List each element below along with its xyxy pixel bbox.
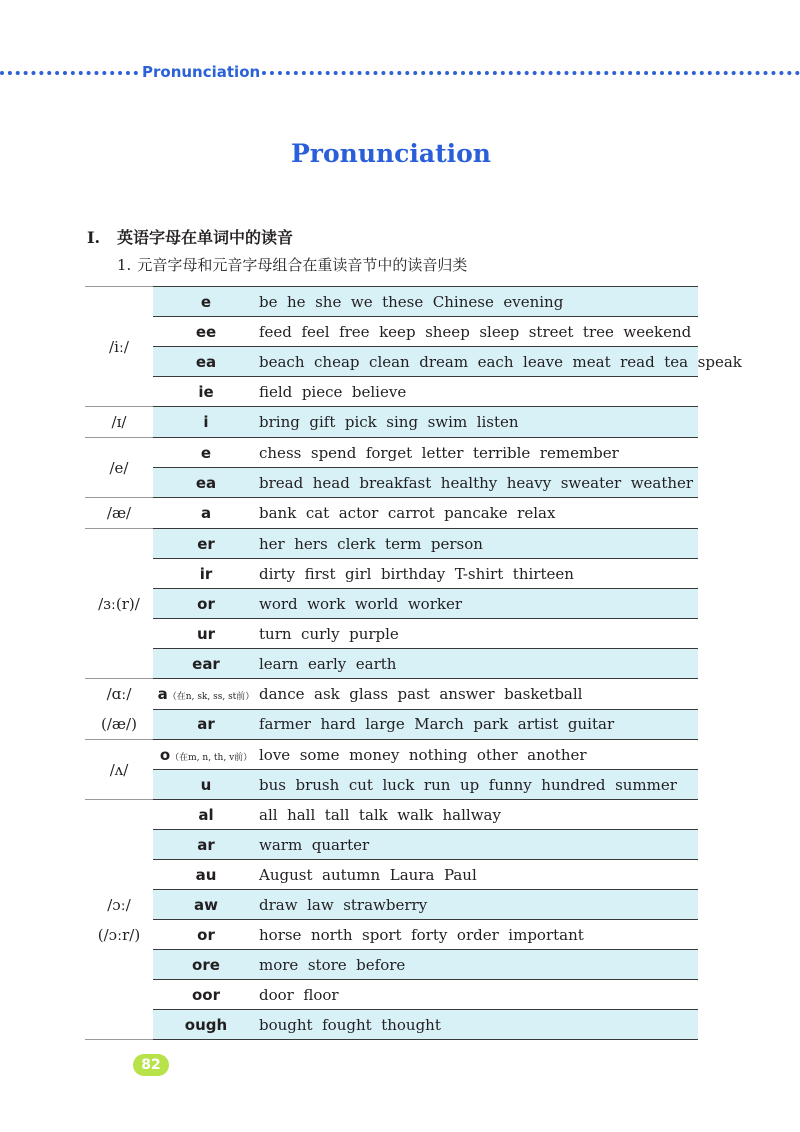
letter-combination-cell: [153, 860, 259, 890]
phonetic-symbol-cell: [85, 740, 153, 800]
phonetic-symbol: /ɪ/: [111, 413, 127, 431]
letter-combination-cell: [153, 950, 259, 980]
letter-combination-cell: [153, 377, 259, 407]
letter-condition-note: （在m, n, th, v前）: [170, 752, 253, 763]
table-row: [85, 559, 698, 589]
phonetic-symbol-cell: [85, 679, 153, 740]
example-words: door floor: [259, 980, 698, 1010]
letter-combination: e: [200, 292, 212, 311]
letter-combination: o: [159, 745, 171, 764]
phonetic-symbol: /ʌ/: [109, 760, 129, 779]
header-label: Pronunciation: [142, 63, 261, 81]
letter-combination: au: [195, 865, 217, 884]
section-heading: [87, 225, 293, 248]
table-row: [85, 740, 698, 770]
phonetic-symbol: (/ɔːr/): [97, 925, 141, 944]
example-words: bread head breakfast healthy heavy sweater weather: [259, 468, 698, 498]
phonetic-symbol-cell: [85, 287, 153, 407]
letter-combination-cell: [153, 980, 259, 1010]
table-row: [85, 1010, 698, 1040]
phonetic-symbol: /iː/: [109, 337, 129, 356]
letter-combination: oor: [191, 985, 220, 1004]
subsection-heading: [117, 254, 467, 275]
letter-combination: ee: [195, 322, 217, 341]
letter-combination-cell: [153, 529, 259, 559]
phonetic-symbol-cell: [85, 529, 153, 679]
subsection-number: 1.: [117, 256, 132, 274]
table-row: [85, 407, 698, 438]
section-label: 英语字母在单词中的读音: [117, 228, 294, 247]
table-row: [85, 830, 698, 860]
letter-combination: i: [203, 413, 209, 431]
phonetic-symbol: /ɑː/: [106, 685, 132, 703]
subsection-label: 元音字母和元音字母组合在重读音节中的读音归类: [137, 256, 468, 274]
phonetic-symbol: /æ/: [106, 504, 132, 522]
example-words: bring gift pick sing swim listen: [259, 407, 698, 438]
table-row: [85, 800, 698, 830]
letter-combination: al: [198, 805, 214, 824]
header-dots-left: [0, 71, 138, 75]
example-words: feed feel free keep sheep sleep street tree weekend: [259, 317, 698, 347]
letter-combination-cell: [153, 649, 259, 679]
letter-combination-cell: [153, 740, 259, 770]
letter-combination-cell: [153, 407, 259, 438]
letter-combination-cell: [153, 800, 259, 830]
table-row: [85, 529, 698, 559]
table-row: [85, 498, 698, 529]
table-row: [85, 438, 698, 468]
phonetic-symbol-cell: [85, 438, 153, 498]
example-words: her hers clerk term person: [259, 529, 698, 559]
table-row: [85, 619, 698, 649]
letter-combination: a: [200, 504, 212, 522]
letter-combination: ir: [199, 564, 213, 583]
letter-combination: a: [157, 684, 168, 703]
letter-combination-cell: [153, 287, 259, 317]
example-words: word work world worker: [259, 589, 698, 619]
table-row: [85, 920, 698, 950]
example-words: bought fought thought: [259, 1010, 698, 1040]
letter-combination-cell: [153, 1010, 259, 1040]
example-words: be he she we these Chinese evening: [259, 287, 698, 317]
table-row: [85, 890, 698, 920]
example-words: more store before: [259, 950, 698, 980]
phonetic-symbol: /ɔː/: [107, 895, 131, 914]
letter-combination: e: [200, 443, 212, 462]
phonetic-symbol-cell: [85, 498, 153, 529]
letter-combination: or: [197, 925, 215, 944]
table-row: [85, 589, 698, 619]
table-row: [85, 347, 698, 377]
table-row: [85, 679, 698, 710]
letter-combination: er: [197, 534, 215, 553]
letter-combination: ear: [192, 654, 220, 673]
letter-combination: ea: [195, 352, 217, 371]
letter-combination: u: [200, 775, 212, 794]
letter-combination-cell: [153, 589, 259, 619]
page-title: Pronunciation: [291, 139, 491, 168]
letter-combination-cell: [153, 920, 259, 950]
example-words: draw law strawberry: [259, 890, 698, 920]
example-words: love some money nothing other another: [259, 740, 698, 770]
header-dots-right: [262, 71, 800, 75]
letter-combination: ar: [197, 835, 215, 854]
page-number: 82: [133, 1054, 169, 1076]
letter-combination-cell: [153, 438, 259, 468]
letter-combination-cell: [153, 619, 259, 649]
phonetic-symbol-cell: [85, 407, 153, 438]
example-words: farmer hard large March park artist guitar: [259, 709, 698, 740]
table-row: [85, 709, 698, 740]
table-row: [85, 468, 698, 498]
example-words: dirty first girl birthday T-shirt thirteen: [259, 559, 698, 589]
running-header: [0, 62, 800, 82]
letter-combination: ur: [196, 624, 216, 643]
example-words: turn curly purple: [259, 619, 698, 649]
example-words: dance ask glass past answer basketball: [259, 679, 698, 710]
letter-combination-cell: [153, 709, 259, 740]
table-row: [85, 860, 698, 890]
letter-combination: ar: [197, 715, 215, 734]
table-row: [85, 980, 698, 1010]
letter-combination-cell: [153, 770, 259, 800]
letter-combination: aw: [194, 895, 218, 914]
letter-combination-cell: [153, 317, 259, 347]
section-number: I.: [87, 228, 101, 247]
example-words: all hall tall talk walk hallway: [259, 800, 698, 830]
letter-combination-cell: [153, 498, 259, 529]
phonetic-symbol-cell: [85, 800, 153, 1040]
letter-combination-cell: [153, 468, 259, 498]
table-row: [85, 950, 698, 980]
phonetic-symbol: (/æ/): [101, 715, 137, 733]
example-words: warm quarter: [259, 830, 698, 860]
example-words: bank cat actor carrot pancake relax: [259, 498, 698, 529]
phonetic-symbol: /ɜː(r)/: [98, 594, 140, 613]
table-row: [85, 649, 698, 679]
example-words: beach cheap clean dream each leave meat read tea speak: [259, 347, 698, 377]
table-row: [85, 317, 698, 347]
pronunciation-table: [85, 286, 742, 1040]
letter-combination-cell: [153, 559, 259, 589]
table-row: [85, 287, 698, 317]
letter-combination-cell: [153, 347, 259, 377]
letter-combination-cell: [153, 679, 259, 710]
letter-condition-note: （在n, sk, ss, st前）: [167, 691, 255, 702]
example-words: field piece believe: [259, 377, 698, 407]
letter-combination-cell: [153, 830, 259, 860]
example-words: horse north sport forty order important: [259, 920, 698, 950]
letter-combination-cell: [153, 890, 259, 920]
example-words: August autumn Laura Paul: [259, 860, 698, 890]
letter-combination: ore: [192, 955, 220, 974]
phonetic-symbol: /e/: [109, 458, 129, 477]
table-row: [85, 377, 698, 407]
letter-combination: ough: [184, 1015, 228, 1034]
letter-combination: ea: [195, 473, 217, 492]
example-words: learn early earth: [259, 649, 698, 679]
table-row: [85, 770, 698, 800]
example-words: chess spend forget letter terrible remember: [259, 438, 698, 468]
letter-combination: ie: [198, 382, 214, 401]
example-words: bus brush cut luck run up funny hundred summer: [259, 770, 698, 800]
letter-combination: or: [197, 594, 215, 613]
